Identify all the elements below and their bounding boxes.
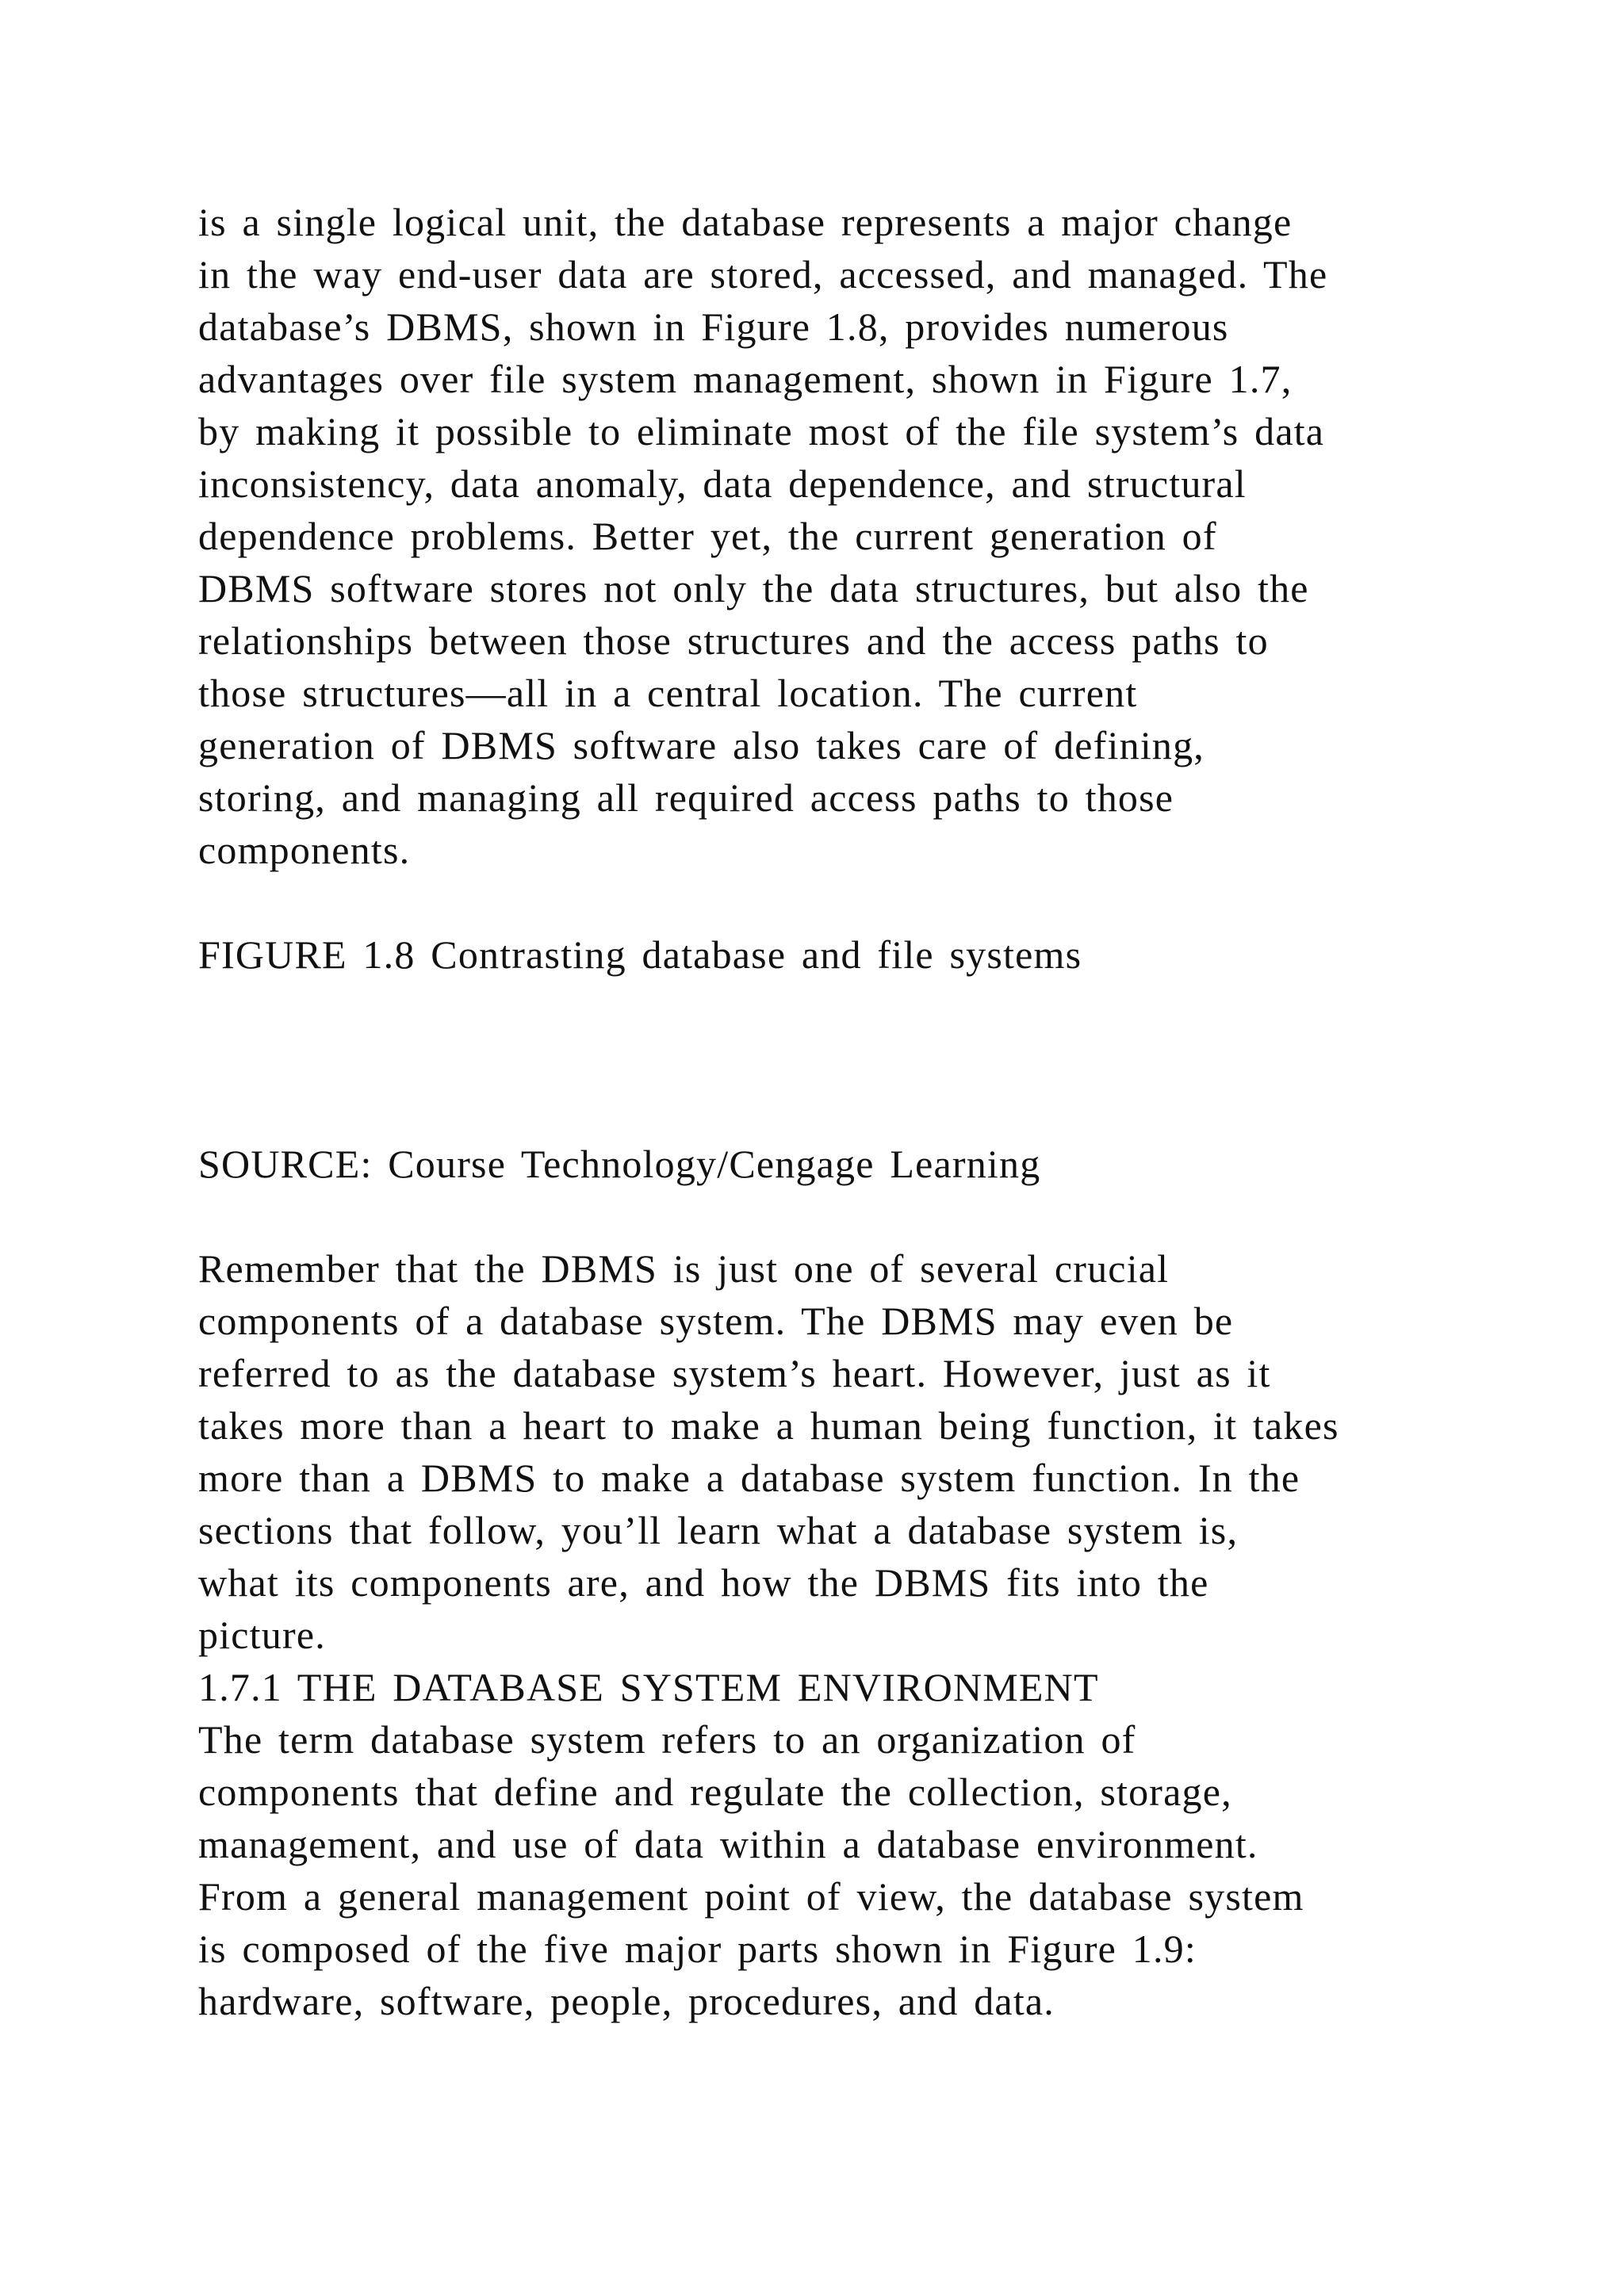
- text-line: by making it possible to eliminate most of the file system’s data: [198, 409, 1325, 453]
- text-line: those structures—all in a central location. The current: [198, 671, 1138, 715]
- text-line: components that define and regulate the collection, storage,: [198, 1770, 1232, 1814]
- text-line: referred to as the database system’s heart. However, just as it: [198, 1351, 1271, 1395]
- text-line: dependence problems. Better yet, the current generation of: [198, 514, 1217, 558]
- text-line: components of a database system. The DBMS may even be: [198, 1299, 1234, 1343]
- text-line: takes more than a heart to make a human being function, it takes: [198, 1403, 1339, 1448]
- text-line: relationships between those structures and the access paths to: [198, 618, 1269, 663]
- text-line: storing, and managing all required access paths to those: [198, 775, 1174, 820]
- section-heading: 1.7.1 THE DATABASE SYSTEM ENVIRONMENT: [198, 1665, 1099, 1709]
- text-line: inconsistency, data anomaly, data dependence, and structural: [198, 461, 1247, 506]
- text-line: From a general management point of view, the database system: [198, 1874, 1304, 1919]
- text-line: picture.: [198, 1613, 326, 1657]
- text-line: in the way end-user data are stored, accessed, and managed. The: [198, 252, 1328, 297]
- text-line: is a single logical unit, the database represents a major change: [198, 200, 1293, 244]
- text-line: what its components are, and how the DBMS fits into the: [198, 1560, 1209, 1605]
- text-line: sections that follow, you’ll learn what a database system is,: [198, 1508, 1239, 1552]
- text-line: hardware, software, people, procedures, and data.: [198, 1979, 1055, 2023]
- text-line: components.: [198, 828, 411, 872]
- text-line: generation of DBMS software also takes care of defining,: [198, 723, 1205, 767]
- text-line: Remember that the DBMS is just one of several crucial: [198, 1246, 1170, 1291]
- text-line: DBMS software stores not only the data structures, but also the: [198, 566, 1309, 610]
- text-line: advantages over file system management, shown in Figure 1.7,: [198, 357, 1293, 401]
- figure-source: SOURCE: Course Technology/Cengage Learning: [198, 1142, 1041, 1186]
- text-line: management, and use of data within a database environment.: [198, 1822, 1258, 1866]
- text-line: database’s DBMS, shown in Figure 1.8, provides numerous: [198, 304, 1229, 349]
- text-line: The term database system refers to an organization of: [198, 1717, 1136, 1762]
- figure-caption: FIGURE 1.8 Contrasting database and file systems: [198, 932, 1082, 977]
- text-line: is composed of the five major parts shown in Figure 1.9:: [198, 1927, 1197, 1971]
- text-line: more than a DBMS to make a database system function. In the: [198, 1456, 1300, 1500]
